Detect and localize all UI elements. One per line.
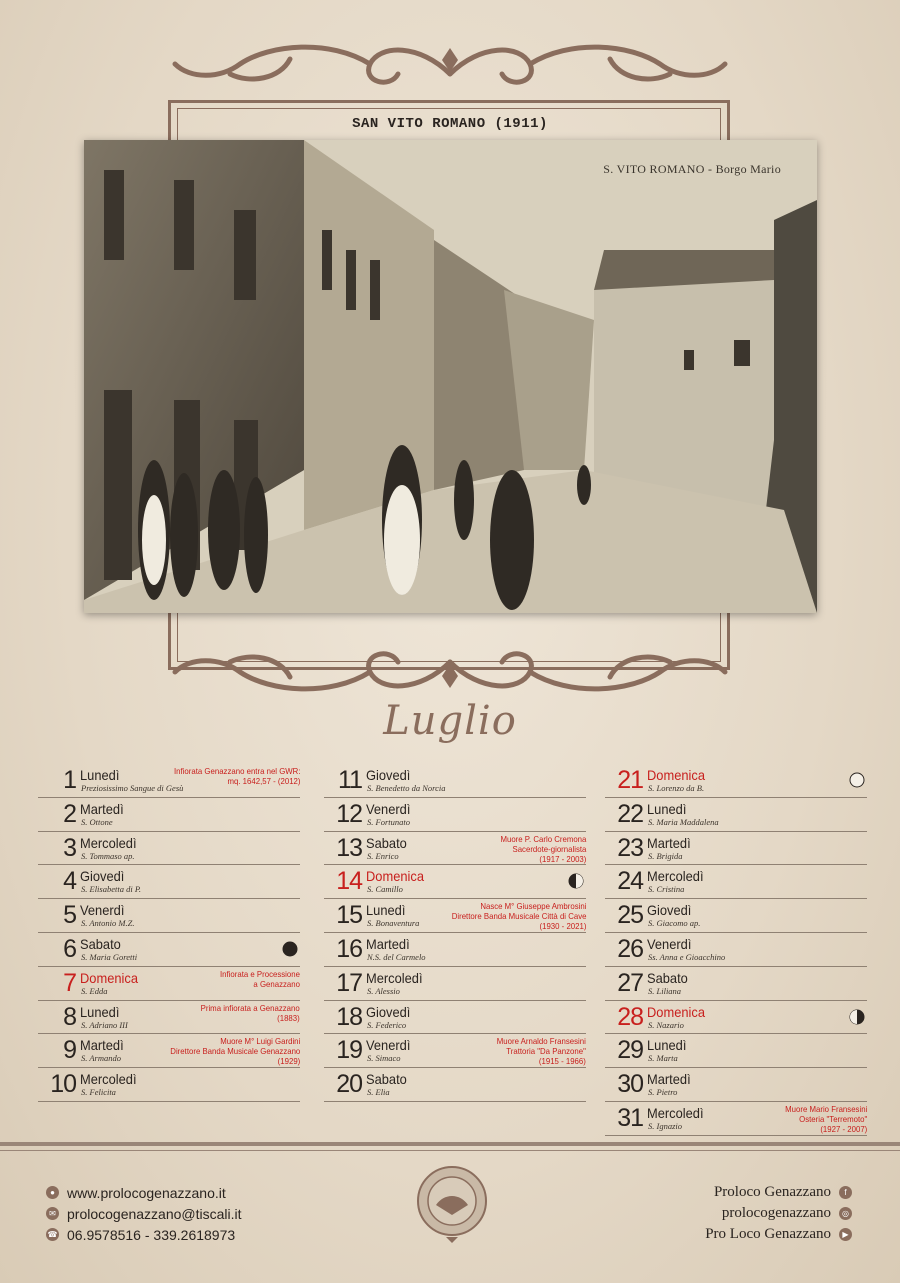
calendar-day-row [605,798,867,832]
calendar-day-row [605,764,867,798]
weekday-name: Sabato [366,834,407,851]
day-number: 19 [336,1036,362,1065]
event-note: Muore M° Luigi Gardini Direttore Banda Musicale Genazzano (1929) [170,1036,300,1067]
calendar-day-row [605,967,867,1001]
calendar-day-row [324,967,586,1001]
event-note: Muore P. Carlo Cremona Sacerdote-giornalista (1917 - 2003) [500,833,586,864]
day-number: 5 [63,901,76,930]
day-number: 24 [617,867,643,896]
saint-name: S. Bonaventura [367,918,420,929]
day-number: 29 [617,1036,643,1065]
calendar-day-row [605,899,867,933]
weekday-name: Martedì [647,834,691,851]
weekday-name: Martedì [366,935,410,952]
event-note: Infiorata e Processione a Genazzano [220,968,300,989]
day-number: 30 [617,1070,643,1099]
event-note: Muore Arnaldo Fransesini Trattoria "Da Panzone" (1915 - 1966) [496,1036,586,1067]
day-number: 18 [336,1002,362,1031]
saint-name: S. Cristina [648,884,685,895]
day-number: 12 [336,799,362,828]
weekday-name: Giovedì [366,767,411,783]
day-number: 25 [617,901,643,930]
calendar-day-row [324,1034,586,1068]
day-number: 20 [336,1070,362,1099]
saint-name: S. Alessio [367,985,400,996]
calendar-day-row [38,764,300,798]
saint-name: S. Ignazio [648,1120,682,1131]
month-title: Luglio [383,698,517,744]
proloco-seal-logo [416,1165,488,1245]
photo-title: SAN VITO ROMANO (1911) [352,116,548,132]
mail-icon: ✉ [46,1207,59,1220]
weekday-name: Martedì [647,1071,691,1088]
calendar-day-row [38,933,300,967]
saint-name: S. Brigida [648,850,683,861]
saint-name: S. Liliana [648,985,682,996]
street-scene-illustration [84,140,817,613]
youtube-link[interactable]: Pro Loco Genazzano [705,1226,831,1242]
day-number: 8 [63,1002,76,1031]
day-number: 27 [617,968,643,997]
weekday-name: Domenica [80,969,138,986]
saint-name: S. Fortunato [367,816,410,827]
calendar-day-row [324,764,586,798]
day-number: 15 [336,901,362,930]
weekday-name: Mercoledì [366,969,423,986]
day-number: 10 [50,1070,76,1099]
calendar-day-row [38,1034,300,1068]
weekday-name: Giovedì [80,868,125,885]
calendar-day-row [38,798,300,832]
saint-name: S. Edda [81,985,108,996]
weekday-name: Lunedì [647,1037,687,1054]
day-number: 2 [63,799,76,828]
day-number: 26 [617,934,643,963]
saint-name: S. Maria Goretti [81,951,138,962]
weekday-name: Sabato [80,935,121,952]
top-ornament [130,34,770,104]
weekday-name: Sabato [366,1071,407,1088]
weekday-name: Mercoledì [647,1104,704,1121]
saint-name: S. Pietro [648,1087,678,1098]
day-number: 4 [63,867,76,896]
saint-name: S. Lorenzo da B. [648,783,705,793]
youtube-row [705,1224,852,1245]
calendar-day-row [38,865,300,899]
day-number: 17 [336,968,362,997]
event-note: Infiorata Genazzano entra nel GWR: mq. 1642,57 - (2012) [173,766,300,786]
historic-photo [84,140,817,613]
weekday-name: Sabato [647,969,688,986]
saint-name: S. Simaco [367,1053,401,1064]
day-number: 3 [63,833,76,862]
email-row [46,1203,242,1224]
day-number: 1 [63,766,76,794]
calendar-day-row [38,1001,300,1035]
saint-name: S. Adriano III [81,1019,128,1030]
globe-icon: ● [46,1186,59,1199]
weekday-name: Domenica [366,868,424,885]
saint-name: S. Enrico [367,850,399,861]
phone-row [46,1224,242,1245]
weekday-name: Lunedì [647,800,687,817]
day-number: 21 [617,766,643,794]
instagram-icon: ◎ [839,1207,852,1220]
calendar-day-row [324,933,586,967]
day-number: 11 [338,766,362,794]
contact-block [46,1182,242,1245]
saint-name: S. Ottone [81,816,113,827]
event-note: Muore Mario Fransesini Osteria "Terremoto" (1927 - 2007) [784,1103,867,1134]
calendar-day-row [38,967,300,1001]
calendar-day-row [605,865,867,899]
saint-name: S. Marta [648,1053,678,1064]
weekday-name: Giovedì [366,1003,411,1020]
weekday-name: Mercoledì [80,1071,137,1088]
calendar-day-row [324,865,586,899]
moon-new-icon [282,941,298,957]
weekday-name: Martedì [80,800,124,817]
calendar-column-1 [38,764,300,1102]
weekday-name: Mercoledì [647,868,704,885]
calendar-column-2 [324,764,586,1102]
saint-name: S. Benedetto da Norcia [367,783,446,793]
calendar-day-row [605,1001,867,1035]
saint-name: S. Elia [367,1087,390,1098]
calendar-day-row [324,798,586,832]
calendar-day-row [605,1068,867,1102]
saint-name: S. Tommaso ap. [81,850,135,861]
calendar-day-row [38,899,300,933]
saint-name: S. Maria Maddalena [648,816,719,827]
moon-full-icon [849,772,865,788]
email-link[interactable]: prolocogenazzano@tiscali.it [67,1205,242,1222]
instagram-row [705,1203,852,1224]
weekday-name: Venerdì [366,1037,411,1054]
facebook-link[interactable]: Proloco Genazzano [713,1184,831,1200]
weekday-name: Lunedì [80,1003,120,1020]
calendar-day-row [605,1034,867,1068]
saint-name: S. Antonio M.Z. [81,918,135,929]
saint-name: S. Camillo [367,884,403,895]
weekday-name: Venerdì [647,935,692,952]
calendar-column-3 [605,764,867,1136]
instagram-link[interactable]: prolocogenazzano [721,1205,831,1221]
calendar-day-row [605,832,867,866]
day-number: 31 [617,1103,643,1132]
calendar-day-row [38,1068,300,1102]
saint-name: S. Giacomo ap. [648,918,701,929]
day-number: 14 [336,867,362,896]
footer-divider [0,1142,900,1146]
phone-icon: ☎ [47,1230,58,1239]
weekday-name: Mercoledì [80,834,137,851]
weekday-name: Venerdì [366,800,411,817]
weekday-name: Domenica [647,767,705,783]
event-note: Nasce M° Giuseppe Ambrosini Direttore Banda Musicale Città di Cave (1930 - 2021) [451,901,586,932]
calendar-day-row [324,1001,586,1035]
day-number: 16 [336,934,362,963]
footer-divider-thin [0,1150,900,1151]
day-number: 13 [336,833,362,862]
saint-name: Preziosissimo Sangue di Gesù [81,783,184,793]
weekday-name: Domenica [647,1003,705,1020]
social-block [705,1182,852,1245]
saint-name: S. Federico [367,1019,407,1030]
website-link[interactable]: www.prolocogenazzano.it [67,1184,226,1201]
facebook-icon: f [839,1186,852,1199]
moon-last-icon [849,1009,865,1025]
saint-name: N.S. del Carmelo [367,951,426,962]
weekday-name: Lunedì [80,767,120,783]
bottom-ornament [130,632,770,702]
day-number: 6 [63,934,76,963]
event-note: Prima infiorata a Genazzano (1883) [200,1002,300,1023]
photo-caption: S. VITO ROMANO - Borgo Mario [603,162,781,176]
facebook-row [705,1182,852,1203]
weekday-name: Giovedì [647,902,692,919]
weekday-name: Lunedì [366,902,406,919]
moon-first-icon [568,873,584,889]
calendar-day-row [605,1102,867,1136]
day-number: 23 [617,833,643,862]
day-number: 9 [63,1036,76,1065]
day-number: 22 [617,799,643,828]
website-row [46,1182,242,1203]
day-number: 7 [63,968,76,997]
weekday-name: Martedì [80,1037,124,1054]
phone-number: 06.9578516 - 339.2618973 [67,1226,236,1243]
calendar-day-row [605,933,867,967]
weekday-name: Venerdì [80,902,125,919]
calendar-day-row [324,1068,586,1102]
calendar-day-row [324,899,586,933]
saint-name: S. Felicita [81,1087,116,1098]
calendar-day-row [324,832,586,866]
day-number: 28 [617,1002,643,1031]
saint-name: Ss. Anna e Gioacchino [648,951,726,962]
saint-name: S. Nazario [648,1019,684,1030]
saint-name: S. Elisabetta di P. [81,884,142,895]
youtube-icon: ▶ [839,1228,852,1241]
calendar-day-row [38,832,300,866]
saint-name: S. Armando [81,1053,121,1064]
